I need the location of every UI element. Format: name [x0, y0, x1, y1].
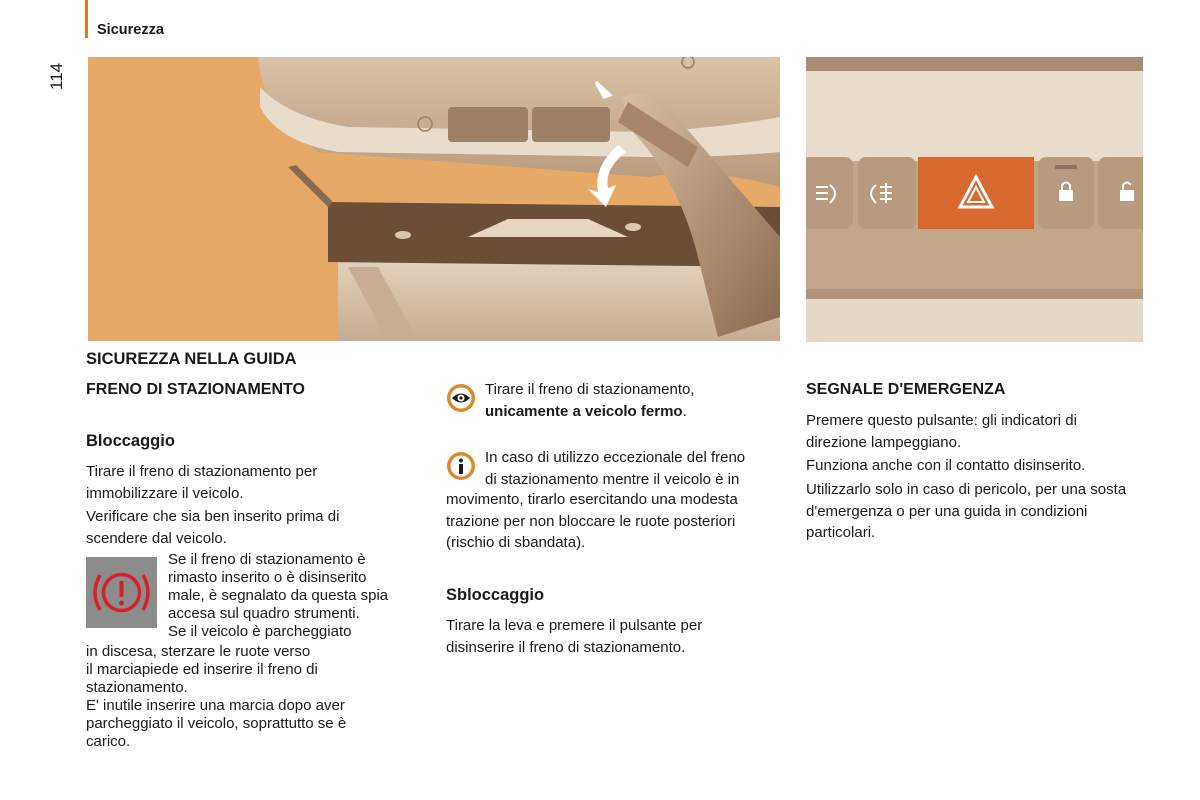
- info-icon: [446, 451, 476, 481]
- lock-heading: Bloccaggio: [86, 432, 175, 450]
- warning-text: [168, 551, 428, 641]
- advice-line: stazionamento.: [86, 679, 188, 696]
- note-stationary-end: .: [682, 402, 687, 420]
- advice-line: carico.: [86, 733, 131, 750]
- unlock-heading: Sbloccaggio: [446, 586, 545, 604]
- header-accent-bar: [85, 0, 88, 38]
- hazard-paragraph-1: Premere questo pulsante: gli indicatori di direzione lampeggiano.: [806, 412, 1077, 451]
- parking-advice-text: [86, 643, 426, 751]
- parking-brake-illustration: [88, 57, 780, 341]
- note-line: In caso di utilizzo eccezionale del freno: [485, 449, 746, 466]
- note-exceptional-rest: [446, 489, 791, 554]
- brake-warning-icon: [86, 557, 157, 628]
- main-title: SICUREZZA NELLA GUIDA: [86, 350, 297, 368]
- hazard-paragraph-3: Utilizzarlo solo in caso di pericolo, per una sosta d'emergenza o per una guida in condizioni particolari.: [806, 481, 1127, 541]
- warning-line: accesa sul quadro strumenti.: [168, 605, 360, 622]
- advice-line: parcheggiato il veicolo, soprattutto se è: [86, 715, 347, 732]
- lock-paragraph-2: Verificare che sia ben inserito prima di scendere dal veicolo.: [86, 508, 340, 547]
- warning-line: Se il freno di stazionamento è: [168, 551, 366, 568]
- section-subtitle: FRENO DI STAZIONAMENTO: [86, 381, 305, 398]
- advice-line: in discesa, sterzare le ruote verso: [86, 643, 311, 660]
- eye-icon: [446, 383, 476, 413]
- advice-line: E' inutile inserire una marcia dopo aver: [86, 697, 345, 714]
- advice-line: il marciapiede ed inserire il freno di: [86, 661, 318, 678]
- note-line: movimento, tirarlo esercitando una modesta: [446, 491, 738, 508]
- lock-paragraph-1: Tirare il freno di stazionamento per immobilizzare il veicolo.: [86, 463, 318, 502]
- unlock-paragraph: Tirare la leva e premere il pulsante per disinserire il freno di stazionamento.: [446, 617, 703, 656]
- warning-line: rimasto inserito o è disinserito: [168, 569, 367, 586]
- note-line: (rischio di sbandata).: [446, 534, 586, 551]
- note-exceptional-first: [485, 447, 785, 490]
- section-label: Sicurezza: [97, 22, 164, 38]
- note-stationary-text: Tirare il freno di stazionamento,: [485, 381, 695, 398]
- note-line: trazione per non bloccare le ruote posteriori: [446, 512, 736, 530]
- page-number: 114: [47, 62, 66, 90]
- hazard-paragraph-2: Funziona anche con il contatto disinserito.: [806, 457, 1086, 474]
- note-stationary: [485, 379, 775, 422]
- hazard-switch-illustration: [806, 57, 1143, 342]
- note-line: di stazionamento mentre il veicolo è in: [485, 470, 740, 488]
- warning-line: male, è segnalato da questa spia: [168, 587, 389, 604]
- warning-line: Se il veicolo è parcheggiato: [168, 623, 352, 640]
- hazard-heading: SEGNALE D'EMERGENZA: [806, 381, 1006, 398]
- note-stationary-bold: unicamente a veicolo fermo: [485, 402, 683, 420]
